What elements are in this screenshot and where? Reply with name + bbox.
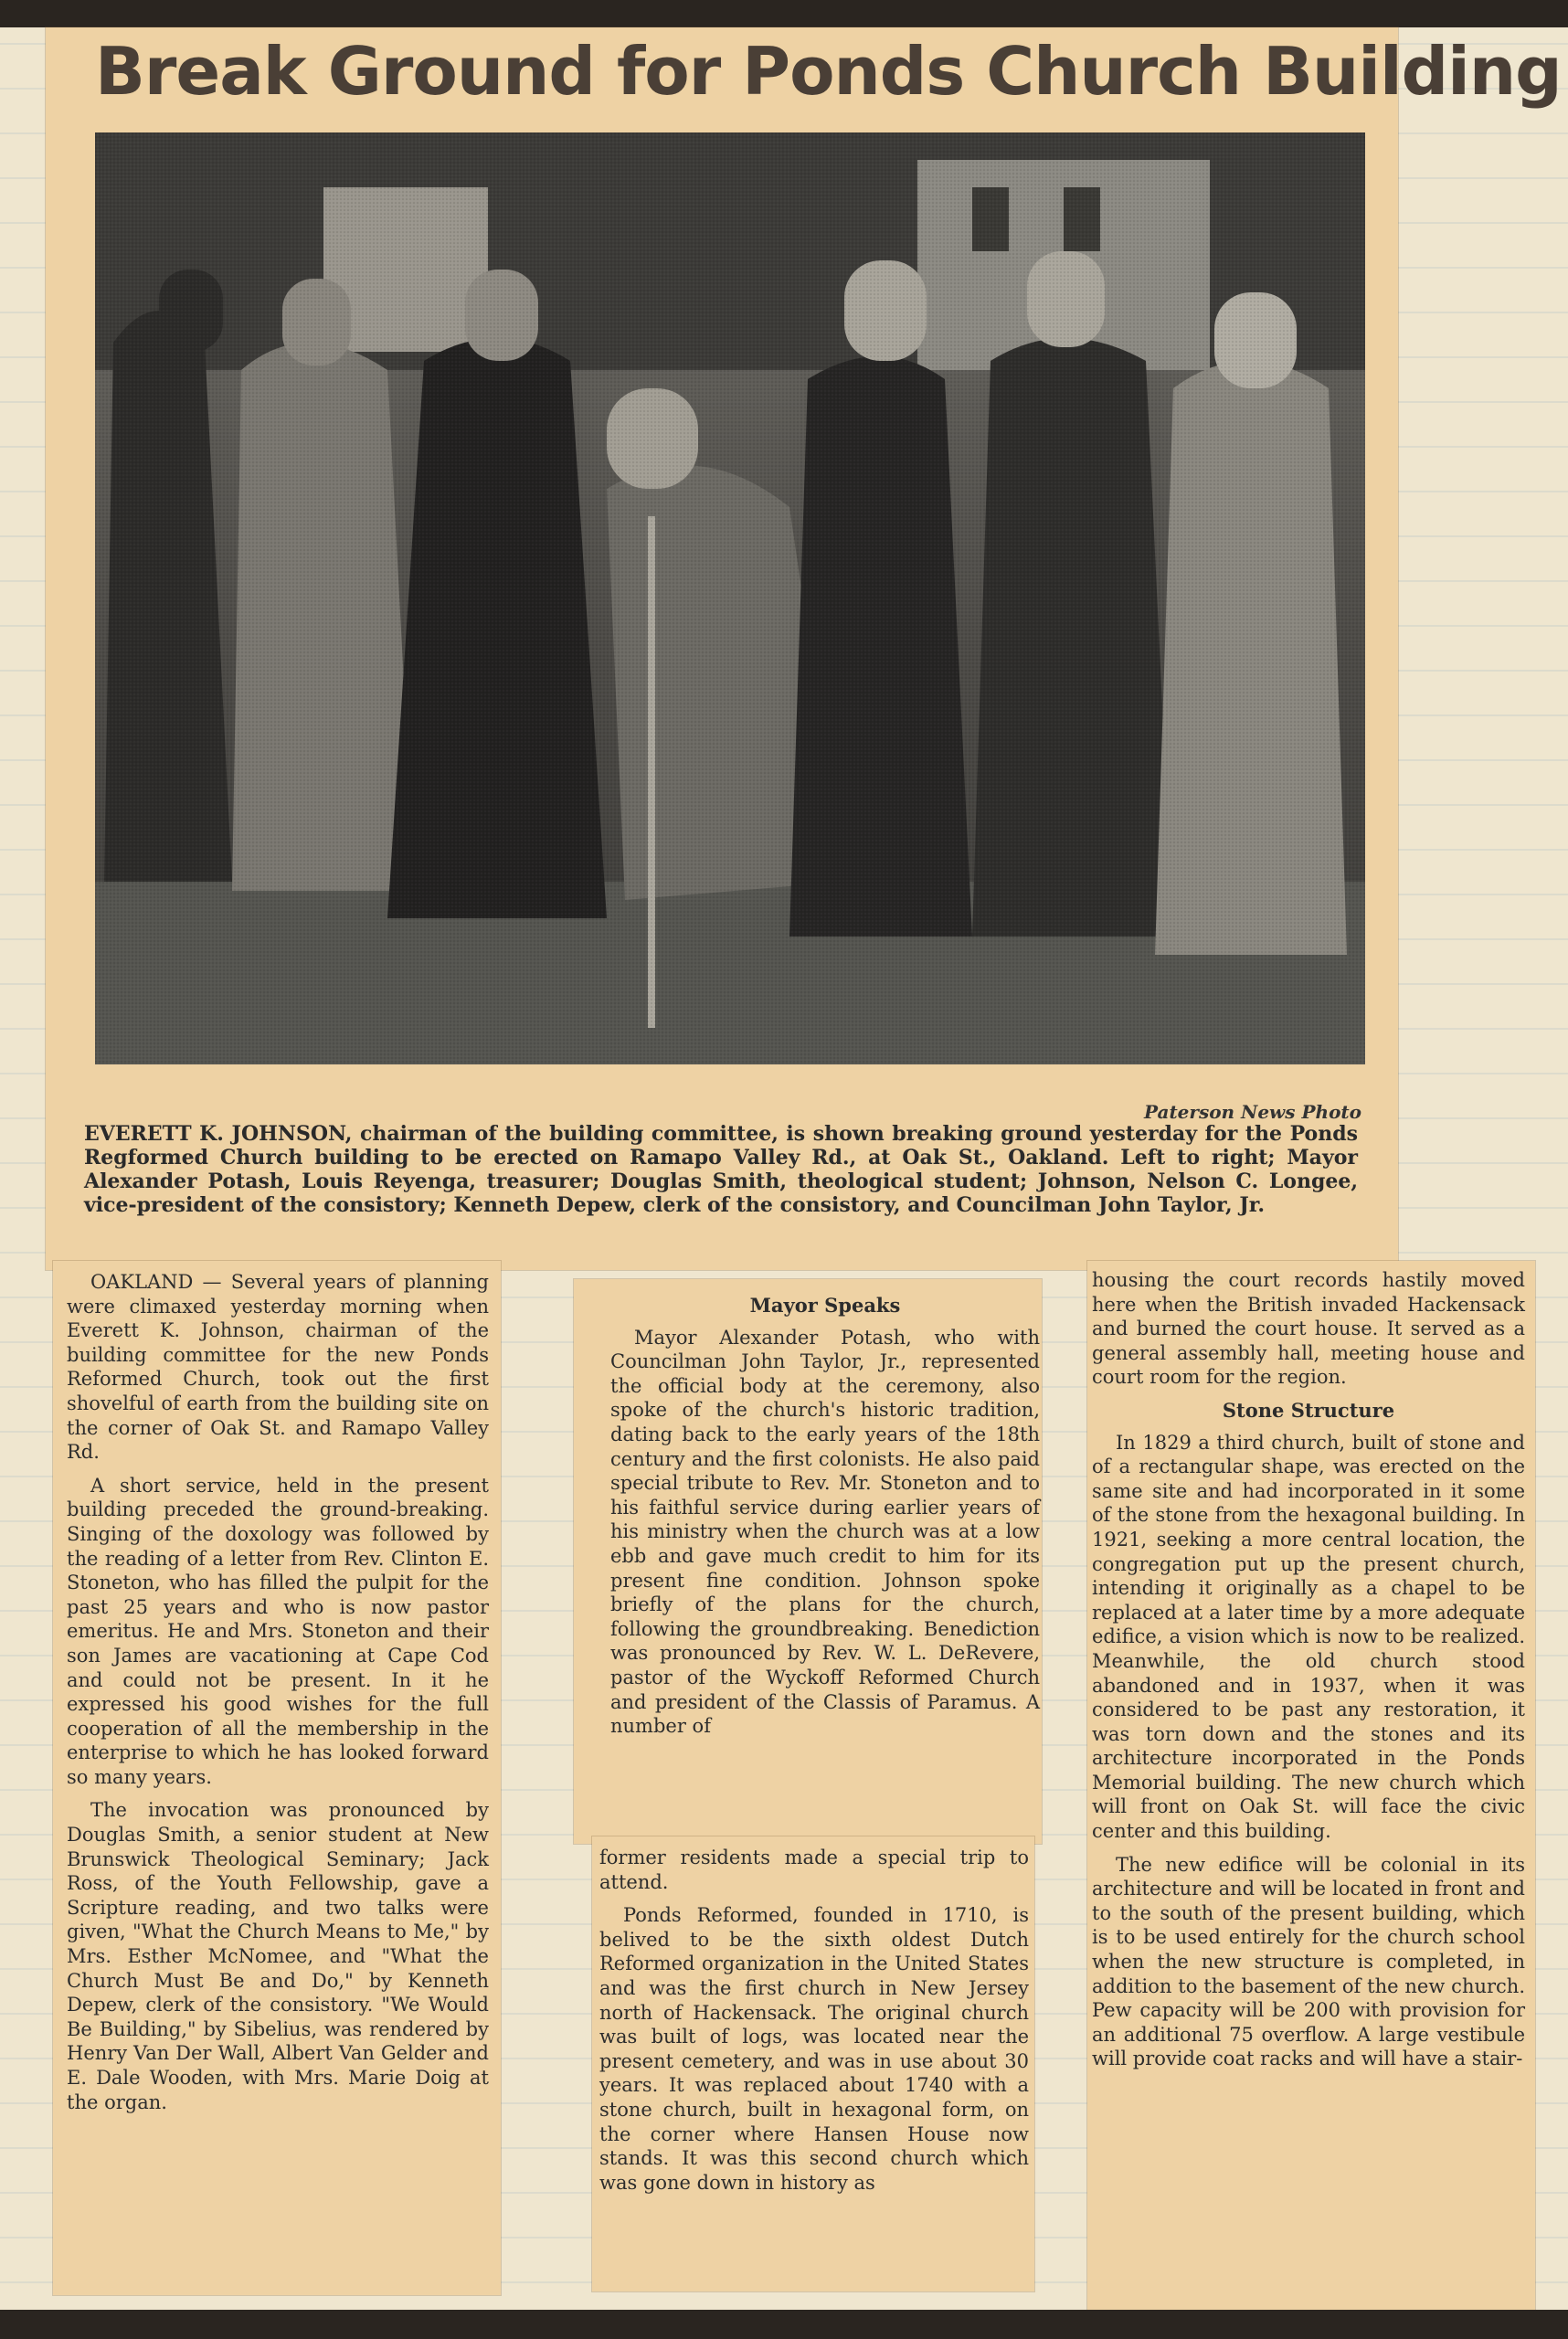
column-3-paragraph-2: The new edifice will be colonial in its architecture and will be located in front and to the south of the present building, which is to be used entirely for the church school when the new structure is completed, in addition to the basement of the new church. Pew capacity will be 200 with provision for an additional 75 overflow. A large vestibule will provide coat racks and will have a stair-	[1092, 1853, 1525, 2070]
column-1-paragraph-2: A short service, held in the present building preceded the ground-breaking. Singing of the doxology was followed by the reading of a letter from Rev. Clinton E. Stoneton, who has filled the pulpit for the past 25 years and who is now pastor emeritus. He and Mrs. Stoneton and their son James are vacationing at Cape Cod and could not be present. In it he expressed his good wishes for the full cooperation of all the membership in the enterprise to which he has looked forward so many years.	[67, 1474, 489, 1788]
photo-caption: EVERETT K. JOHNSON, chairman of the building committee, is shown breaking ground yesterday for the Ponds Regformed Church building to be erected on Ramapo Valley Rd., at Oak St., Oakland. Left to right; Mayor Alexander Potash, Louis Reyenga, treasurer; Douglas Smith, theological student; Johnson, Nelson C. Longee, vice-president of the consistory; Kenneth Depew, clerk of the consistory, and Councilman John Taylor, Jr.	[84, 1122, 1358, 1217]
column-3-paragraph-1: In 1829 a third church, built of stone and of a rectangular shape, was erected on the same site and had incorporated in it some of the stone from the hexagonal building. In 1921, seeking a more central location, the congregation put up the present church, intending it originally as a chapel to be replaced at a later time by a more adequate edifice, a vision which is now to be realized. Meanwhile, the old church stood abandoned and in 1937, when it was considered to be past any restoration, it was torn down and the stones and its architecture incorporated in the Ponds Memorial building. The new church which will front on Oak St. will face the civic center and this building.	[1092, 1431, 1525, 1843]
column-1-paragraph-3: The invocation was pronounced by Douglas Smith, a senior student at New Brunswick Theological Seminary; Jack Ross, of the Youth Fellowship, gave a Scripture reading, and two talks were given, "What the Church Means to Me," by Mrs. Esther McNomee, and "What the Church Must Be and Do," by Kenneth Depew, clerk of the consistory. "We Would Be Building," by Sibelius, was rendered by Henry Van Der Wall, Albert Van Gelder and E. Dale Wooden, with Mrs. Marie Doig at the organ.	[67, 1799, 489, 2113]
photo-image	[95, 132, 1365, 1064]
page-bottom-edge	[0, 2310, 1568, 2339]
photo-credit: Paterson News Photo	[1143, 1101, 1361, 1123]
column-2-paragraph-2: Ponds Reformed, founded in 1710, is belived to be the sixth oldest Dutch Reformed organization in the United States and was the first church in New Jersey north of Hackensack. The original church was built of logs, was located near the present cemetery, and was in use about 30 years. It was replaced about 1740 with a stone church, built in hexagonal form, on the corner where Hansen House now stands. It was this second church which was gone down in history as	[599, 1904, 1029, 2194]
page-top-edge	[0, 0, 1568, 27]
subhead-mayor-speaks: Mayor Speaks	[749, 1294, 901, 1317]
column-2-paragraph-1-continued: former residents made a special trip to attend.	[599, 1847, 1029, 1893]
headline: Break Ground for Ponds Church Building	[95, 33, 1562, 110]
groundbreaking-photo	[95, 132, 1365, 1064]
article-column-2-bottom	[599, 1846, 1029, 2204]
column-1-paragraph-1: OAKLAND — Several years of planning were climaxed yesterday morning when Everett K. Johnson, chairman of the building committee for the new Ponds Reformed Church, took out the first shovelful of earth from the building site on the corner of Oak St. and Ramapo Valley Rd.	[67, 1271, 489, 1464]
column-2-paragraph-1: Mayor Alexander Potash, who with Councilman John Taylor, Jr., represented the official body at the ceremony, also spoke of the church's historic tradition, dating back to the early years of the 18th century and the first colonists. He also paid special tribute to Rev. Mr. Stoneton and to his faithful service during earlier years of his ministry when the church was at a low ebb and gave much credit to him for its present fine condition. Johnson spoke briefly of the plans for the church, following the groundbreaking. Benediction was pronounced by Rev. W. L. DeRevere, pastor of the Wyckoff Reformed Church and president of the Classis of Paramus. A number of	[610, 1326, 1040, 1738]
column-3-paragraph-0: housing the court records hastily moved here when the British invaded Hackensack and burned the court house. It served as a general assembly hall, meeting house and court room for the region.	[1092, 1269, 1525, 1389]
article-column-1	[67, 1270, 489, 2123]
subhead-stone-structure: Stone Structure	[1222, 1398, 1395, 1422]
article-column-3	[1092, 1268, 1525, 2080]
article-column-2-top	[610, 1288, 1040, 1748]
